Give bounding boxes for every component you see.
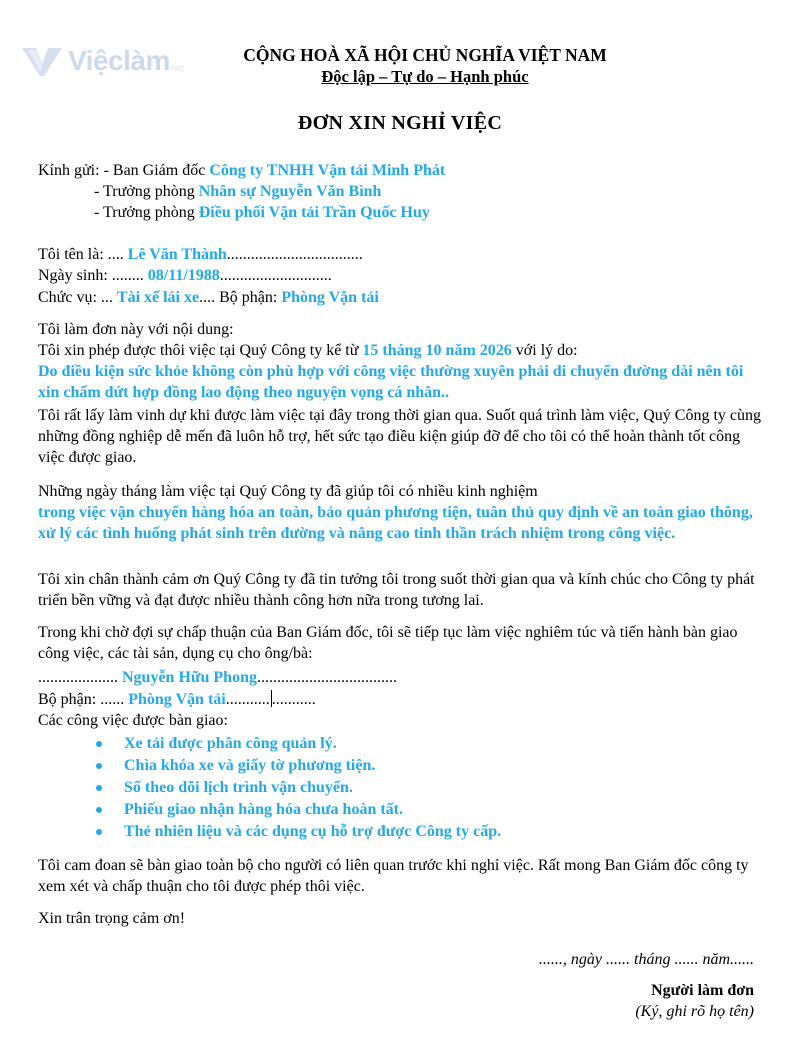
recipient-3-value: Điều phối Vận tải Trần Quốc Huy xyxy=(198,204,430,221)
task-item[interactable] xyxy=(94,821,501,843)
task-text: Thẻ nhiên liệu và các dụng cụ hỗ trợ được Công ty cấp. xyxy=(124,823,502,840)
commitment-paragraph: Tôi cam đoan sẽ bàn giao toàn bộ cho người có liên quan trước khi nghỉ việc. Rất mong Ban Giám đốc công ty xem xét và chấp thuận cho tôi được phép thôi việc. xyxy=(38,857,749,895)
bullet-icon xyxy=(96,785,102,791)
watermark-brand: Việclàm xyxy=(68,45,170,76)
department-value[interactable]: Phòng Vận tải xyxy=(281,289,379,306)
bullet-icon xyxy=(96,741,102,747)
task-item[interactable] xyxy=(94,733,501,755)
dob-dots: ............................ xyxy=(219,267,332,284)
task-text: Sổ theo dõi lịch trình vận chuyển. xyxy=(124,779,353,796)
reason-text[interactable]: Do điều kiện sức khỏe không còn phù hợp với công việc thường xuyên phải di chuyển đường dài nên tôi xin chấm dứt hợp đồng lao động theo nguyện vọng cá nhân.. xyxy=(38,363,744,401)
document-title: ĐƠN XIN NGHỈ VIỆC xyxy=(297,112,503,134)
recipient-line-1 xyxy=(38,160,762,181)
receiver-dept-line xyxy=(38,689,762,710)
receiver-dots-before: .................... xyxy=(38,669,122,686)
task-item[interactable] xyxy=(94,777,501,799)
nation-heading: CỘNG HOÀ XÃ HỘI CHỦ NGHĨA VIỆT NAM xyxy=(243,45,607,65)
recipient-2-prefix: - Trưởng phòng xyxy=(94,183,199,200)
request-suffix: với lý do: xyxy=(511,342,578,359)
closing-text: Xin trân trọng cảm ơn! xyxy=(38,910,186,927)
position-line xyxy=(38,287,762,308)
position-value[interactable]: Tài xế lái xe xyxy=(116,289,200,306)
signature-note: (Ký, ghi rõ họ tên) xyxy=(635,1003,754,1020)
receiver-dept-dots-b: ........... xyxy=(271,691,316,708)
name-dots: .................................. xyxy=(226,246,363,263)
request-line xyxy=(38,340,762,361)
experience-text[interactable]: trong việc vận chuyển hàng hóa an toàn, bảo quản phương tiện, tuân thủ quy định về an toàn giao thông, xử lý các tình huống phát sinh trên đường và nâng cao tinh thần trách nhiệm trong công việc. xyxy=(38,504,753,542)
tasks-label: Các công việc được bàn giao: xyxy=(38,712,228,729)
name-label: Tôi tên là: .... xyxy=(38,246,128,263)
watermark-suffix: net xyxy=(170,63,184,73)
task-list xyxy=(94,733,501,843)
intro-text: Tôi làm đơn này với nội dung: xyxy=(38,321,234,338)
task-text: Chìa khóa xe và giấy tờ phương tiện. xyxy=(124,757,376,774)
task-text: Xe tải được phân công quản lý. xyxy=(124,735,337,752)
recipient-2-value: Nhân sự Nguyễn Văn Bình xyxy=(198,183,382,200)
recipient-3-prefix: - Trưởng phòng xyxy=(94,204,199,221)
receiver-line xyxy=(38,667,762,688)
experience-intro: Những ngày tháng làm việc tại Quý Công ty đã giúp tôi có nhiều kinh nghiệm xyxy=(38,483,538,500)
recipient-company: Công ty TNHH Vận tải Minh Phát xyxy=(209,162,446,179)
resign-date[interactable]: 15 tháng 10 năm 2026 xyxy=(362,342,512,359)
recipient-line-2 xyxy=(94,181,762,202)
receiver-dots-after: ................................... xyxy=(256,669,397,686)
motto-heading xyxy=(0,66,800,88)
date-line[interactable]: ......, ngày ...... tháng ...... năm...... xyxy=(538,951,754,968)
task-item[interactable] xyxy=(94,799,501,821)
dob-line xyxy=(38,265,762,286)
bullet-icon xyxy=(96,807,102,813)
bullet-icon xyxy=(96,829,102,835)
bullet-icon xyxy=(96,763,102,769)
receiver-dept-label: Bộ phận: ...... xyxy=(38,691,129,708)
gratitude-paragraph: Tôi rất lấy làm vinh dự khi được làm việc tại đây trong thời gian qua. Suốt quá trình làm việc, Quý Công ty cùng những đồng nghiệp dễ mến đã luôn hỗ trợ, hết sức tạo điều kiện giúp đỡ để cho tôi có thể hoàn thành tốt công việc được giao. xyxy=(38,407,762,466)
receiver-dept-dots-a: ........... xyxy=(225,691,270,708)
recipient-line-3 xyxy=(94,202,762,223)
position-dots: .... Bộ phận: xyxy=(199,289,282,306)
name-value[interactable]: Lê Văn Thành xyxy=(127,246,227,263)
receiver-name[interactable]: Nguyễn Hữu Phong xyxy=(122,669,257,686)
task-item[interactable] xyxy=(94,755,501,777)
handover-intro: Trong khi chờ đợi sự chấp thuận của Ban Giám đốc, tôi sẽ tiếp tục làm việc nghiêm túc và tiến hành bàn giao công việc, các tài sản, dụng cụ cho ông/bà: xyxy=(38,624,738,662)
signer-label: Người làm đơn xyxy=(651,982,754,999)
motto-text: Độc lập – Tự do – Hạnh phúc xyxy=(321,67,529,86)
request-prefix: Tôi xin phép được thôi việc tại Quý Công ty kể từ xyxy=(38,342,363,359)
position-label: Chức vụ: ... xyxy=(38,289,117,306)
dob-label: Ngày sinh: ........ xyxy=(38,267,148,284)
receiver-dept-value[interactable]: Phòng Vận tải xyxy=(128,691,226,708)
recipient-label: Kính gửi: - Ban Giám đốc xyxy=(38,162,210,179)
name-line xyxy=(38,244,762,265)
thanks-paragraph: Tôi xin chân thành cảm ơn Quý Công ty đã tin tưởng tôi trong suốt thời gian qua và kính chúc cho Công ty phát triển bền vững và đạt được nhiều thành công hơn nữa trong tương lai. xyxy=(38,571,755,609)
dob-value[interactable]: 08/11/1988 xyxy=(147,267,220,284)
task-text: Phiếu giao nhận hàng hóa chưa hoàn tất. xyxy=(124,801,404,818)
